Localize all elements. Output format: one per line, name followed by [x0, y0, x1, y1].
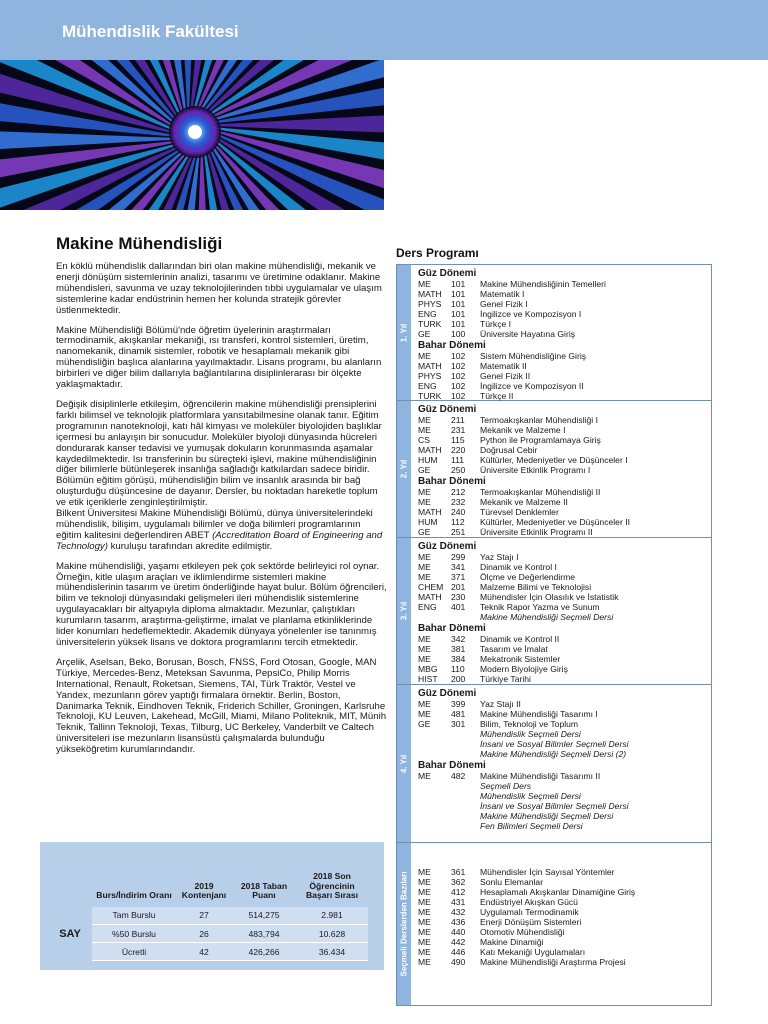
course-row — [418, 319, 511, 329]
course-name: Endüstriyel Akışkan Gücü — [480, 897, 578, 907]
course-row — [418, 592, 619, 602]
course-name: Katı Mekaniği Uygulamaları — [480, 947, 586, 957]
course-name: Makine Mühendisliği Tasarımı II — [480, 771, 601, 781]
elective-note: Makine Mühendisliği Seçmeli Dersi (2) — [480, 749, 627, 759]
course-number: 101 — [451, 309, 466, 319]
course-number: 101 — [451, 319, 466, 329]
course-row — [418, 361, 527, 371]
faculty-title: Mühendislik Fakültesi — [62, 22, 239, 41]
course-number: 201 — [451, 582, 466, 592]
course-number: 490 — [451, 957, 466, 967]
course-row — [418, 572, 575, 582]
course-number: 102 — [451, 351, 466, 361]
course-name: Türkçe II — [480, 391, 514, 401]
elective-note: İnsani ve Sosyal Bilimler Seçmeli Dersi — [480, 739, 629, 749]
elective-note: İnsani ve Sosyal Bilimler Seçmeli Dersi — [480, 801, 629, 811]
course-dept: ME — [418, 634, 431, 644]
course-name: Üniversite Hayatına Giriş — [480, 329, 576, 339]
course-dept: ME — [418, 947, 431, 957]
course-row — [418, 664, 568, 674]
stats-header: Burs/İndirim Oranı — [96, 890, 172, 900]
course-row — [418, 582, 591, 592]
semester-title: Bahar Dönemi — [418, 623, 486, 634]
elective-note: Makine Mühendisliği Seçmeli Dersi — [480, 612, 614, 622]
course-row — [418, 699, 521, 709]
course-dept: ME — [418, 957, 431, 967]
admission-stats — [40, 842, 384, 970]
course-number: 101 — [451, 289, 466, 299]
course-number: 102 — [451, 361, 466, 371]
course-dept: ME — [418, 699, 431, 709]
course-dept: ME — [418, 927, 431, 937]
course-number: 101 — [451, 299, 466, 309]
semester-title: Güz Dönemi — [418, 404, 477, 415]
course-name: Tasarım ve İmalat — [480, 644, 548, 654]
course-number: 401 — [451, 602, 466, 612]
course-number: 112 — [451, 517, 465, 527]
course-name: Üniversite Etkinlik Programı II — [480, 527, 593, 537]
course-dept: ME — [418, 487, 431, 497]
course-name: Dinamik ve Kontrol I — [480, 562, 557, 572]
course-number: 240 — [451, 507, 466, 517]
course-dept: HUM — [418, 455, 438, 465]
course-name: Yaz Stajı I — [480, 552, 519, 562]
course-dept: ME — [418, 937, 431, 947]
course-row — [418, 927, 565, 937]
paragraph: Değişik disiplinlerle etkileşim, öğrencilerin makine mühendisliği prensiplerini farklı bilimsel ve teknolojik platformlara yansıtabilmesine olanak tanır. Eğitim programının nanoteknoloji, katı hâl kimyası ve moleküler biyolojiden başlıklar içermesi bu anlayışın bir sonucudur. Moleküler biyoloji dünyasında hücreleri dondurarak kanser tedavisi ve yumuşak dokuların korunmasında aşamalar kaydedilmektedir. Isı transferinin bu süreçteki işlevi, makine mühendisliğinin diğer bilimlerle bütünleşerek insanlığa sağladığı katkılardan sadece biridir. Bölümün eğitim görüşü, mühendisliğin bilim ve insanlık arasında bir bağ oluşturduğu düşüncesine de dayanır. Dersler, bu noktadan hareketle toplum ve etik içeriklerle zenginleştirilmiştir. — [56, 398, 382, 509]
course-number: 299 — [451, 552, 466, 562]
course-row — [418, 957, 626, 967]
course-dept: ME — [418, 425, 431, 435]
course-dept: GE — [418, 527, 431, 537]
course-row — [418, 719, 578, 729]
course-row — [418, 602, 600, 612]
course-name: Matematik I — [480, 289, 525, 299]
course-name: İngilizce ve Kompozisyon I — [480, 309, 582, 319]
course-name: Üniversite Etkinlik Programı I — [480, 465, 591, 475]
elective-note: Mühendislik Seçmeli Dersi — [480, 729, 581, 739]
course-row — [418, 644, 548, 654]
course-row — [418, 309, 581, 319]
course-number: 211 — [451, 415, 465, 425]
course-name: Sonlu Elemanlar — [480, 877, 544, 887]
course-row — [418, 634, 559, 644]
course-name: Mekatronik Sistemler — [480, 654, 561, 664]
year-section — [397, 401, 711, 538]
course-number: 102 — [451, 391, 466, 401]
course-number: 432 — [451, 907, 466, 917]
course-number: 482 — [451, 771, 466, 781]
course-name: Hesaplamalı Akışkanlar Dinamiğine Giriş — [480, 887, 636, 897]
course-dept: TURK — [418, 391, 442, 401]
course-row — [418, 907, 579, 917]
course-number: 100 — [451, 329, 466, 339]
course-row — [418, 487, 600, 497]
year-section — [397, 538, 711, 685]
course-dept: ME — [418, 562, 431, 572]
course-dept: ME — [418, 654, 431, 664]
course-row — [418, 435, 601, 445]
course-dept: MATH — [418, 289, 442, 299]
semester-title: Bahar Dönemi — [418, 760, 486, 771]
course-row — [418, 654, 560, 664]
table-row: SAY Tam Burslu 27 514,275 2.981 — [48, 907, 368, 925]
course-row — [418, 527, 593, 537]
course-name: Kültürler, Medeniyetler ve Düşünceler I — [480, 455, 628, 465]
course-name: Python ile Programlamaya Giriş — [480, 435, 601, 445]
semester-title: Güz Dönemi — [418, 541, 477, 552]
course-name: Genel Fizik II — [480, 371, 531, 381]
course-number: 115 — [451, 435, 465, 445]
course-name: Türkiye Tarihi — [480, 674, 531, 684]
course-number: 442 — [451, 937, 466, 947]
course-name: Enerji Dönüşüm Sistemleri — [480, 917, 582, 927]
course-row — [418, 867, 615, 877]
course-number: 481 — [451, 709, 466, 719]
stats-header: 2018 Son Öğrencinin Başarı Sırası — [305, 871, 359, 900]
stats-header: 2018 Taban Puanı — [240, 880, 288, 900]
course-number: 101 — [451, 279, 466, 289]
elective-note: Makine Mühendisliği Seçmeli Dersi — [480, 811, 614, 821]
course-row — [418, 887, 635, 897]
course-dept: ME — [418, 917, 431, 927]
course-row — [418, 391, 513, 401]
elective-note: Mühendislik Seçmeli Dersi — [480, 791, 581, 801]
course-row — [418, 289, 524, 299]
course-row — [418, 371, 530, 381]
course-name: Türkçe I — [480, 319, 512, 329]
course-dept: MATH — [418, 507, 442, 517]
course-number: 301 — [451, 719, 466, 729]
course-name: Makine Mühendisliği Tasarımı I — [480, 709, 598, 719]
department-title: Makine Mühendisliği — [56, 234, 223, 253]
electives-section — [397, 843, 711, 1005]
course-number: 361 — [451, 867, 466, 877]
program-title: Ders Programı — [396, 246, 479, 260]
course-number: 110 — [451, 664, 465, 674]
course-row — [418, 415, 598, 425]
course-dept: ME — [418, 279, 431, 289]
course-number: 102 — [451, 371, 466, 381]
course-dept: MATH — [418, 592, 442, 602]
course-name: Makine Dinamiği — [480, 937, 544, 947]
year-section — [397, 685, 711, 843]
course-dept: ME — [418, 415, 431, 425]
course-dept: GE — [418, 719, 431, 729]
course-name: Mühendisler İçin Olasılık ve İstatistik — [480, 592, 619, 602]
year-label: 4. Yıl — [399, 754, 409, 773]
course-number: 251 — [451, 527, 466, 537]
year-tab — [397, 538, 411, 684]
course-row — [418, 497, 568, 507]
course-program — [396, 264, 712, 1006]
score-type: SAY — [59, 927, 81, 940]
semester-title: Güz Dönemi — [418, 268, 477, 279]
year-label: 1. Yıl — [399, 323, 409, 342]
course-number: 342 — [451, 634, 466, 644]
course-dept: ENG — [418, 309, 437, 319]
course-number: 231 — [451, 425, 466, 435]
course-dept: ME — [418, 351, 431, 361]
course-row — [418, 897, 578, 907]
course-number: 362 — [451, 877, 466, 887]
course-row — [418, 552, 519, 562]
year-section — [397, 265, 711, 401]
paragraph: En köklü mühendislik dallarından biri olan makine mühendisliği, mekanik ve enerji dönüşüm sistemlerinin analizi, tasarımı ve üretimine odaklanır. Makine mühendisleri, savunma ve uzay teknolojilerinden tıbbi uygulamalar ve ulaşım sistemlerine kadar endüstrinin hemen her kolunda stratejik görevler üstlenmektedir. — [56, 261, 382, 316]
course-dept: ENG — [418, 602, 437, 612]
course-name: Dinamik ve Kontrol II — [480, 634, 560, 644]
course-dept: MBG — [418, 664, 438, 674]
course-dept: ME — [418, 887, 431, 897]
table-row: Ücretli 42 426,266 36.434 — [48, 943, 368, 961]
course-row — [418, 465, 590, 475]
abet-paragraph: Bilkent Üniversitesi Makine Mühendisliği Bölümü, dünya üniversitelerindeki mühendislik, bilişim, uygulamalı bilimler ve doğa bilimleri programlarının eğitim kalitesini değerlendiren ABET (Accreditation Board of Engineering and Technology) kuruluşu tarafından akredite edilmiştir. — [56, 508, 383, 552]
course-dept: GE — [418, 329, 431, 339]
course-number: 399 — [451, 699, 466, 709]
course-row — [418, 279, 606, 289]
course-number: 431 — [451, 897, 466, 907]
course-dept: ME — [418, 877, 431, 887]
electives-label: Seçmeli Derslerden Bazıları — [399, 871, 409, 977]
course-dept: ME — [418, 897, 431, 907]
course-name: Mekanik ve Malzeme II — [480, 497, 568, 507]
elective-note: Seçmeli Ders — [480, 781, 532, 791]
course-name: Mühendisler İçin Sayısal Yöntemler — [480, 867, 615, 877]
paragraph: Makine mühendisliği, yaşamı etkileyen pek çok sektörde belirleyici rol oynar. Örneğin, kitle ulaşım araçları ve iklimlendirme sistemleri makine mühendislerinin tasarım ve üretim önderliğinde hayat bulur. Bölüm öğrencileri, bilim ve teknoloji dünyasındaki gelişmeleri ileri mühendislik sistemlerine uygulayacakları bir altyapıyla diploma almaktadır. Mezunlar, çalıştıkları kurumların tasarım, araştırma-geliştirme, imalat ve planlama etkinliklerinde lider konumları hedeflemektedir. Akademik dünyaya yönelenler ise tanınmış üniversitelerin yüksek lisans ve doktora programlarını tercih etmektedir. — [56, 560, 387, 648]
course-row — [418, 562, 557, 572]
course-number: 220 — [451, 445, 466, 455]
course-dept: ME — [418, 709, 431, 719]
elective-note: Fen Bilimleri Seçmeli Dersi — [480, 821, 583, 831]
course-name: Teknik Rapor Yazma ve Sunum — [480, 602, 600, 612]
course-row — [418, 917, 581, 927]
course-row — [418, 937, 544, 947]
year-label: 2. Yıl — [399, 459, 409, 479]
course-number: 111 — [451, 455, 465, 465]
course-row — [418, 771, 600, 781]
stats-table — [48, 872, 368, 961]
course-row — [418, 445, 537, 455]
course-number: 250 — [451, 465, 466, 475]
course-number: 212 — [451, 487, 466, 497]
course-name: Malzeme Bilimi ve Teknolojisi — [480, 582, 592, 592]
course-row — [418, 709, 598, 719]
course-name: Matematik II — [480, 361, 527, 371]
stats-header: 2019 Kontenjanı — [181, 880, 227, 900]
course-name: Türevsel Denklemler — [480, 507, 559, 517]
course-dept: ENG — [418, 381, 437, 391]
course-row — [418, 507, 559, 517]
course-dept: CS — [418, 435, 430, 445]
course-dept: HIST — [418, 674, 438, 684]
course-number: 440 — [451, 927, 466, 937]
year-tab — [397, 685, 411, 842]
course-dept: PHYS — [418, 299, 442, 309]
table-row: %50 Burslu 26 483,794 10.628 — [48, 925, 368, 943]
course-dept: ME — [418, 771, 431, 781]
course-number: 412 — [451, 887, 466, 897]
course-name: Yaz Stajı II — [480, 699, 521, 709]
course-dept: TURK — [418, 319, 442, 329]
course-row — [418, 517, 630, 527]
department-description — [56, 262, 388, 765]
course-row — [418, 674, 531, 684]
course-name: Bilim, Teknoloji ve Toplum — [480, 719, 579, 729]
course-name: Kültürler, Medeniyetler ve Düşünceler II — [480, 517, 630, 527]
course-row — [418, 877, 543, 887]
course-number: 102 — [451, 381, 466, 391]
course-name: Makine Mühendisliğinin Temelleri — [480, 279, 606, 289]
course-number: 200 — [451, 674, 466, 684]
course-row — [418, 329, 575, 339]
header-bar — [0, 0, 768, 60]
course-row — [418, 299, 528, 309]
electives-tab — [397, 843, 411, 1005]
course-dept: HUM — [418, 517, 438, 527]
paragraph: Makine Mühendisliği Bölümü'nde öğretim üyelerinin araştırmaları termodinamik, akışkanlar mekaniği, ısı transferi, kontrol sistemleri, üretim, nanomekanik, dinamik sistemler, robotik ve hesaplamalı mekanik gibi mühendisliğin başlıca alanlarına yayılmaktadır. Lisans programı, bu alanların birbirleri ve diğer bilim dallarıyla bağlantılarına disiplinlerarası bir ölçekte yaklaşmaktadır. — [56, 324, 382, 391]
course-row — [418, 455, 628, 465]
course-number: 232 — [451, 497, 466, 507]
course-row — [418, 947, 585, 957]
course-number: 341 — [451, 562, 466, 572]
course-number: 230 — [451, 592, 466, 602]
course-number: 371 — [451, 572, 466, 582]
course-dept: ME — [418, 867, 431, 877]
semester-title: Bahar Dönemi — [418, 476, 486, 487]
course-dept: MATH — [418, 361, 442, 371]
paragraph: Arçelik, Aselsan, Beko, Borusan, Bosch, FNSS, Ford Otosan, Google, MAN Türkiye, Mercedes-Benz, Meteksan Savunma, PepsiCo, Philip Morris International, Renault, Roketsan, Siemens, TAI, Türk Traktör, Vestel ve Yandex, mezunların görev yaptığı firmalara örnektir. Berlin, Boston, Danimarka Teknik, Eindhoven Teknik, Friderich Schiller, Groningen, Karlsruhe Teknoloji, KU Leuven, Lakehead, McGill, Miami, Milano Politeknik, MIT, Münih Teknik, Tallinn Teknoloji, Texas, Tilburg, UC Berkeley, Vanderbilt ve Caltech üniversiteleri ise mezunların lisansüstü çalışmalarda bulunduğu yükseköğretim kurumlarındandır. — [56, 656, 387, 756]
course-name: Termoakışkanlar Mühendisliği II — [480, 487, 601, 497]
course-number: 436 — [451, 917, 466, 927]
course-name: Doğrusal Cebir — [480, 445, 538, 455]
course-dept: ME — [418, 497, 431, 507]
course-dept: GE — [418, 465, 431, 475]
year-tab — [397, 401, 411, 537]
course-number: 446 — [451, 947, 466, 957]
course-dept: CHEM — [418, 582, 444, 592]
course-name: Genel Fizik I — [480, 299, 528, 309]
course-name: Otomotiv Mühendisliği — [480, 927, 565, 937]
course-name: Mekanik ve Malzeme I — [480, 425, 566, 435]
course-name: Uygulamalı Termodinamik — [480, 907, 579, 917]
course-name: İngilizce ve Kompozisyon II — [480, 381, 584, 391]
course-dept: ME — [418, 552, 431, 562]
course-dept: PHYS — [418, 371, 442, 381]
hero-image — [0, 60, 384, 210]
course-dept: ME — [418, 572, 431, 582]
course-name: Makine Mühendisliği Araştırma Projesi — [480, 957, 626, 967]
course-name: Ölçme ve Değerlendirme — [480, 572, 576, 582]
course-dept: ME — [418, 644, 431, 654]
semester-title: Bahar Dönemi — [418, 340, 486, 351]
year-label: 3. Yıl — [399, 601, 409, 621]
course-dept: MATH — [418, 445, 442, 455]
course-dept: ME — [418, 907, 431, 917]
course-row — [418, 381, 584, 391]
course-name: Modern Biyolojiye Giriş — [480, 664, 568, 674]
course-name: Termoakışkanlar Mühendisliği I — [480, 415, 598, 425]
course-row — [418, 351, 586, 361]
course-row — [418, 425, 566, 435]
course-number: 384 — [451, 654, 466, 664]
year-tab — [397, 265, 411, 400]
semester-title: Güz Dönemi — [418, 688, 477, 699]
course-name: Sistem Mühendisliğine Giriş — [480, 351, 587, 361]
course-number: 381 — [451, 644, 466, 654]
